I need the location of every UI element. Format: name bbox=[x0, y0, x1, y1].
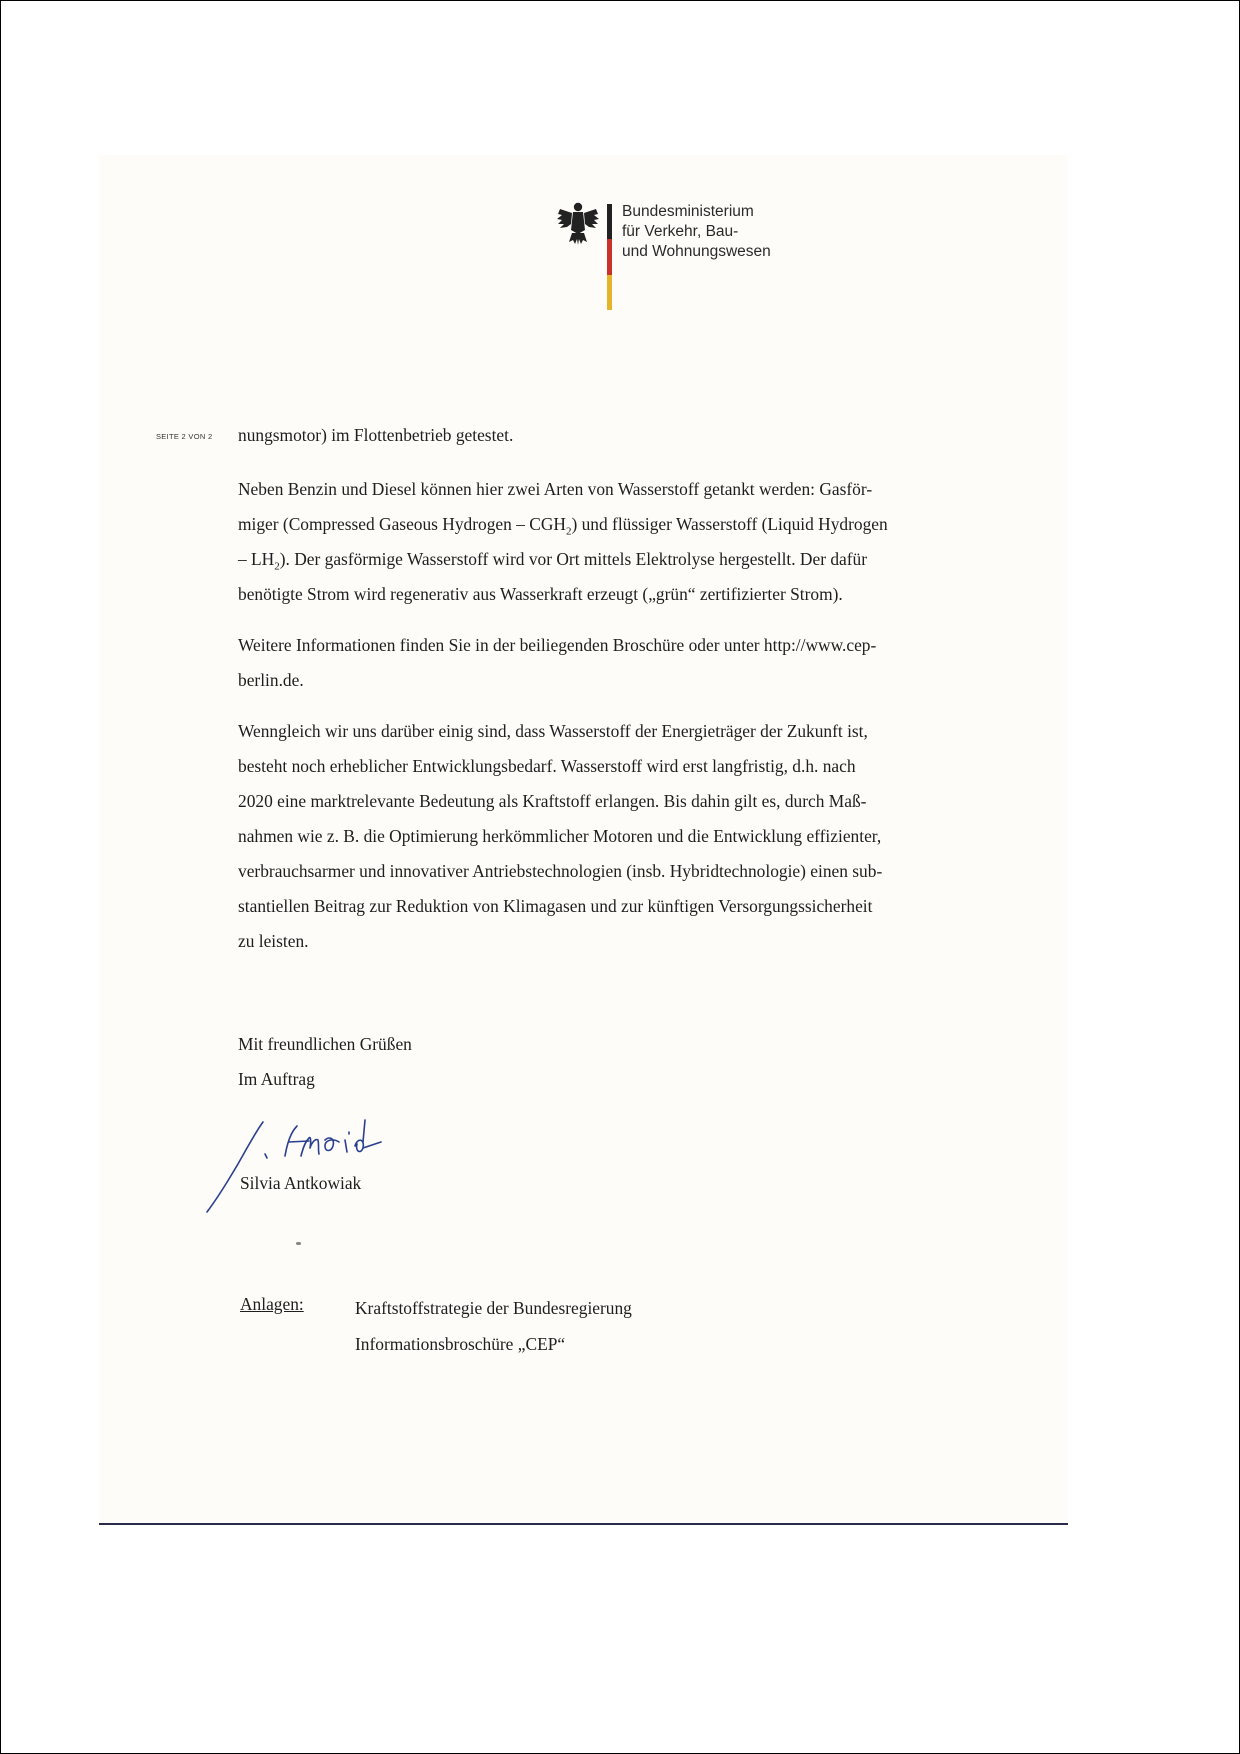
body-line: Weitere Informationen finden Sie in der beiliegenden Broschüre oder unter http://www.cep- bbox=[238, 635, 877, 655]
attachments-list bbox=[355, 1290, 632, 1362]
attachment-item: Kraftstoffstrategie der Bundesregierung bbox=[355, 1298, 632, 1318]
body-line: nungsmotor) im Flottenbetrieb getestet. bbox=[238, 425, 514, 445]
ministry-name bbox=[622, 202, 771, 262]
body-line: berlin.de. bbox=[238, 670, 304, 690]
body-line: – $LH_2$). Der gasförmige Wasserstoff wird vor Ort mittels Elektrolyse hergestellt. Der dafür bbox=[238, 549, 868, 573]
attachments-label: Anlagen: bbox=[240, 1294, 304, 1314]
body-line: stantiellen Beitrag zur Reduktion von Klimagasen und zur künftigen Versorgungssicherheit bbox=[238, 896, 873, 916]
attachment-item: Informationsbroschüre „CEP“ bbox=[355, 1334, 566, 1354]
flag-bar bbox=[607, 204, 612, 310]
ministry-line: Bundesministerium bbox=[622, 203, 754, 220]
federal-eagle-icon bbox=[556, 200, 600, 248]
body-line: Wenngleich wir uns darüber einig sind, dass Wasserstoff der Energieträger der Zukunft ist, bbox=[238, 721, 868, 741]
paragraph-development bbox=[238, 714, 882, 959]
paragraph-hydrogen-types bbox=[238, 472, 888, 612]
closing-on-behalf: Im Auftrag bbox=[238, 1069, 315, 1089]
body-line: 2020 eine marktrelevante Bedeutung als Kraftstoff erlangen. Bis dahin gilt es, durch Maß- bbox=[238, 791, 867, 811]
page-number: SEITE 2 VON 2 bbox=[156, 432, 213, 441]
scan-edge bbox=[99, 1523, 1068, 1525]
signer-name: Silvia Antkowiak bbox=[240, 1173, 362, 1193]
body-line: verbrauchsarmer und innovativer Antriebstechnologien (insb. Hybridtechnologie) einen sub- bbox=[238, 861, 883, 881]
body-line: miger (Compressed Gaseous Hydrogen – $CGH_2$) und flüssiger Wasserstoff (Liquid Hydrogen bbox=[238, 514, 888, 538]
closing-greeting: Mit freundlichen Grüßen bbox=[238, 1034, 412, 1054]
handwritten-signature bbox=[205, 1108, 420, 1216]
scan-speck bbox=[296, 1242, 301, 1245]
body-line: besteht noch erheblicher Entwicklungsbedarf. Wasserstoff wird erst langfristig, d.h. nach bbox=[238, 756, 856, 776]
body-line: nahmen wie z. B. die Optimierung herkömmlicher Motoren und die Entwicklung effizienter, bbox=[238, 826, 882, 846]
body-line: Neben Benzin und Diesel können hier zwei Arten von Wasserstoff getankt werden: Gasför- bbox=[238, 479, 873, 499]
body-line: benötigte Strom wird regenerativ aus Wasserkraft erzeugt („grün“ zertifizierter Strom). bbox=[238, 584, 843, 604]
ministry-line: und Wohnungswesen bbox=[622, 243, 771, 260]
body-line: zu leisten. bbox=[238, 931, 309, 951]
closing bbox=[238, 1027, 412, 1097]
paragraph-further-info bbox=[238, 628, 876, 698]
ministry-line: für Verkehr, Bau- bbox=[622, 223, 739, 240]
